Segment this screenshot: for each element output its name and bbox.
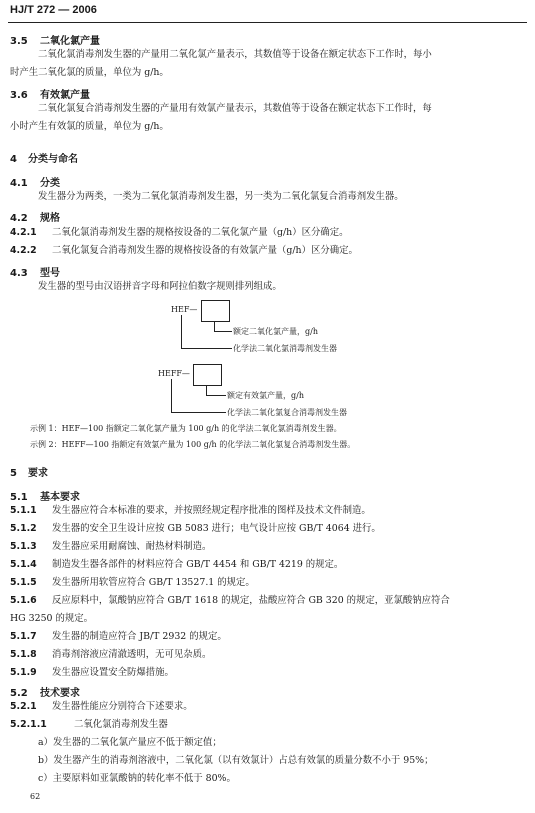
clause-number: 5.2.1 bbox=[10, 701, 37, 712]
section-title: 型号 bbox=[40, 268, 60, 279]
clause-5-1-9 bbox=[10, 664, 174, 682]
leader-line bbox=[181, 315, 182, 349]
clause-text: 发生器应采用耐腐蚀、耐热材料制造。 bbox=[52, 541, 212, 552]
clause-number: 5.1.7 bbox=[10, 631, 37, 642]
model-prefix-hef: HEF— bbox=[171, 305, 198, 314]
clause-number: 4.2.2 bbox=[10, 245, 37, 256]
clause-text: 发生器性能应分别符合下述要求。 bbox=[52, 701, 193, 712]
section-5-heading bbox=[10, 464, 48, 479]
clause-number: 4.2.1 bbox=[10, 227, 37, 238]
leader-line bbox=[214, 331, 232, 332]
section-3-5-line1: 二氧化氯消毒剂发生器的产量用二氧化氯产量表示，其数值等于设备在额定状态下工作时，每小 bbox=[38, 49, 432, 60]
clause-text: 二氧化氯消毒剂发生器的规格按设备的二氧化氯产量（g/h）区分确定。 bbox=[52, 227, 349, 238]
clause-5-1-7 bbox=[10, 628, 227, 646]
leader-line bbox=[171, 379, 172, 413]
leader-line bbox=[171, 412, 226, 413]
section-title: 有效氯产量 bbox=[40, 90, 90, 101]
model-prefix-heff: HEFF— bbox=[158, 369, 190, 378]
clause-text: 制造发生器各部件的材料应符合 GB/T 4454 和 GB/T 4219 的规定。 bbox=[52, 559, 344, 570]
section-number: 3.6 bbox=[10, 90, 28, 101]
section-number: 5 bbox=[10, 468, 17, 479]
clause-text: 二氧化氯消毒剂发生器 bbox=[74, 719, 168, 730]
section-4-3-heading bbox=[10, 264, 60, 279]
leader-line bbox=[181, 348, 232, 349]
clause-text: 发生器应设置安全防爆措施。 bbox=[52, 667, 174, 678]
clause-5-1-5 bbox=[10, 574, 255, 592]
model-rated-label-1: 额定二氧化氯产量，g/h bbox=[233, 327, 318, 336]
clause-5-1-2 bbox=[10, 520, 381, 538]
clause-4-2-2 bbox=[10, 242, 358, 260]
clause-text: 反应原料中，氯酸钠应符合 GB/T 1618 的规定，盐酸应符合 GB 320 的规定，亚氯酸钠应符合 bbox=[52, 595, 450, 606]
clause-number: 5.1.1 bbox=[10, 505, 37, 516]
rated-output-box bbox=[193, 364, 222, 386]
section-number: 5.2 bbox=[10, 688, 28, 699]
section-5-1-heading bbox=[10, 488, 80, 503]
page-number: 62 bbox=[30, 792, 41, 801]
clause-text: 消毒剂溶液应清澈透明，无可见杂质。 bbox=[52, 649, 212, 660]
clause-5-1-6-cont: HG 3250 的规定。 bbox=[10, 613, 93, 624]
section-4-heading bbox=[10, 150, 78, 165]
clause-number: 5.1.8 bbox=[10, 649, 37, 660]
rated-output-box bbox=[201, 300, 230, 322]
section-title: 基本要求 bbox=[40, 492, 80, 503]
section-title: 二氧化氯产量 bbox=[40, 36, 100, 47]
clause-5-1-1 bbox=[10, 502, 371, 520]
clause-5-1-6 bbox=[10, 592, 450, 610]
section-3-5-line2: 时产生二氧化氯的质量，单位为 g/h。 bbox=[10, 67, 169, 78]
section-3-6-heading bbox=[10, 86, 90, 101]
clause-text: 二氧化氯复合消毒剂发生器的规格按设备的有效氯产量（g/h）区分确定。 bbox=[52, 245, 358, 256]
section-title: 规格 bbox=[40, 213, 60, 224]
clause-number: 5.1.3 bbox=[10, 541, 37, 552]
clause-text: 发生器的制造应符合 JB/T 2932 的规定。 bbox=[52, 631, 227, 642]
section-title: 技术要求 bbox=[40, 688, 80, 699]
clause-number: 5.2.1.1 bbox=[10, 719, 47, 730]
section-4-3-line1: 发生器的型号由汉语拼音字母和阿拉伯数字规则排列组成。 bbox=[38, 281, 282, 292]
clause-number: 5.1.4 bbox=[10, 559, 37, 570]
clause-text: 发生器所用软管应符合 GB/T 13527.1 的规定。 bbox=[52, 577, 255, 588]
section-number: 4.3 bbox=[10, 268, 28, 279]
clause-number: 5.1.2 bbox=[10, 523, 37, 534]
section-title: 分类 bbox=[40, 178, 60, 189]
header-rule bbox=[8, 22, 527, 23]
clause-5-1-8 bbox=[10, 646, 211, 664]
section-5-2-heading bbox=[10, 684, 80, 699]
section-number: 5.1 bbox=[10, 492, 28, 503]
clause-5-1-3 bbox=[10, 538, 211, 556]
clause-4-2-1 bbox=[10, 224, 348, 242]
requirement-item-a: a）发生器的二氧化氯产量应不低于额定值； bbox=[38, 737, 222, 748]
clause-5-1-4 bbox=[10, 556, 343, 574]
model-rated-label-2: 额定有效氯产量，g/h bbox=[227, 391, 304, 400]
section-3-6-line2: 小时产生有效氯的质量，单位为 g/h。 bbox=[10, 121, 169, 132]
example-2: 示例 2：HEFF—100 指额定有效氯产量为 100 g/h 的化学法二氧化氯复合消毒剂发生器。 bbox=[30, 440, 356, 449]
leader-line bbox=[206, 395, 226, 396]
model-code-label-1: 化学法二氧化氯消毒剂发生器 bbox=[233, 344, 337, 353]
section-3-6-line1: 二氧化氯复合消毒剂发生器的产量用有效氯产量表示，其数值等于设备在额定状态下工作时，每 bbox=[38, 103, 432, 114]
section-4-1-heading bbox=[10, 174, 60, 189]
section-number: 4 bbox=[10, 154, 17, 165]
requirement-item-b: b）发生器产生的消毒剂溶液中，二氧化氯（以有效氯计）占总有效氯的质量分数不小于 95%； bbox=[38, 755, 434, 766]
model-code-label-2: 化学法二氧化氯复合消毒剂发生器 bbox=[227, 408, 347, 417]
clause-text: 发生器应符合本标准的要求，并按照经规定程序批准的图样及技术文件制造。 bbox=[52, 505, 371, 516]
section-3-5-heading bbox=[10, 32, 100, 47]
clause-number: 5.1.5 bbox=[10, 577, 37, 588]
standard-header: HJ/T 272 — 2006 bbox=[10, 4, 97, 16]
clause-number: 5.1.6 bbox=[10, 595, 37, 606]
clause-5-2-1 bbox=[10, 698, 193, 716]
section-number: 4.1 bbox=[10, 178, 28, 189]
section-number: 3.5 bbox=[10, 36, 28, 47]
section-title: 要求 bbox=[28, 468, 48, 479]
clause-5-2-1-1 bbox=[10, 716, 168, 734]
example-1: 示例 1：HEF—100 指额定二氧化氯产量为 100 g/h 的化学法二氧化氯消毒剂发生器。 bbox=[30, 424, 342, 433]
section-title: 分类与命名 bbox=[28, 154, 78, 165]
section-4-2-heading bbox=[10, 209, 60, 224]
section-4-1-line1: 发生器分为两类，一类为二氧化氯消毒剂发生器，另一类为二氧化氯复合消毒剂发生器。 bbox=[38, 191, 404, 202]
clause-text: 发生器的安全卫生设计应按 GB 5083 进行；电气设计应按 GB/T 4064 进行。 bbox=[52, 523, 381, 534]
section-number: 4.2 bbox=[10, 213, 28, 224]
clause-number: 5.1.9 bbox=[10, 667, 37, 678]
requirement-item-c: c）主要原料如亚氯酸钠的转化率不低于 80%。 bbox=[38, 773, 236, 784]
